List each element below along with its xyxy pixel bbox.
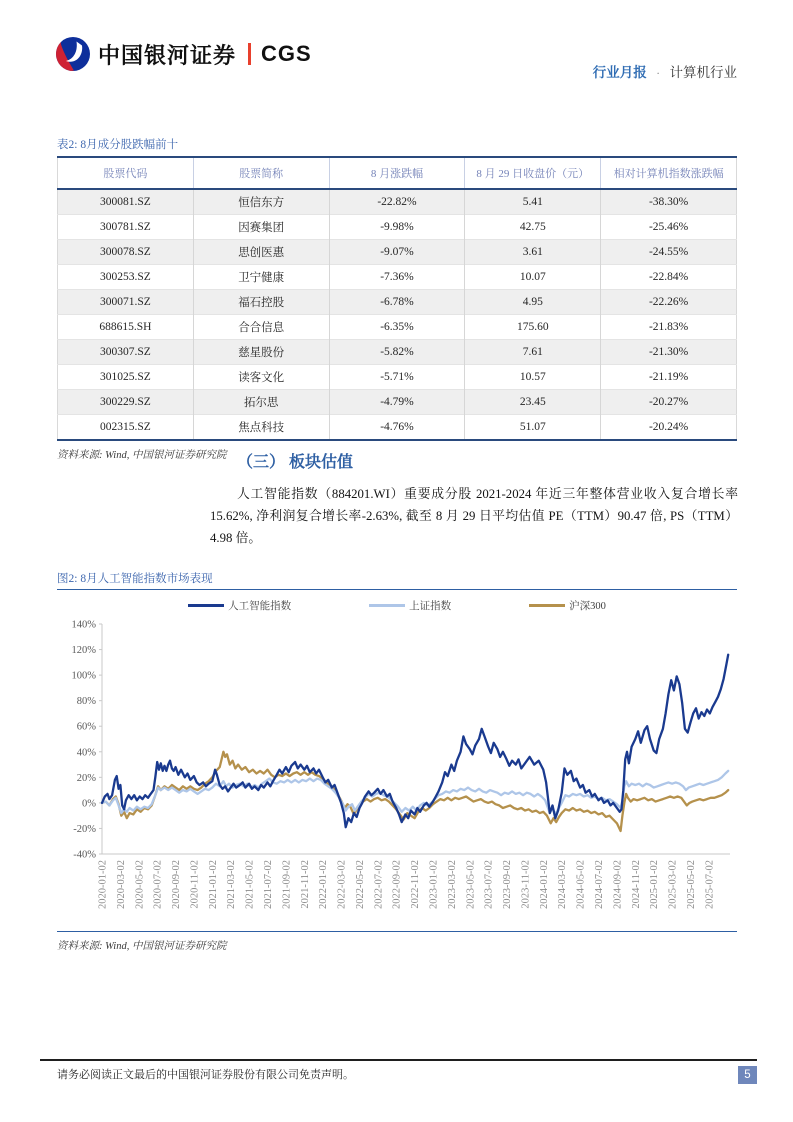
x-axis-label: 2021-05-02 <box>244 860 256 909</box>
table-row <box>58 265 737 290</box>
x-axis-label: 2020-03-02 <box>115 860 127 909</box>
table-row <box>58 390 737 415</box>
table-cell: 焦点科技 <box>193 415 329 441</box>
cgs-logo <box>55 36 312 72</box>
x-axis-label: 2024-09-02 <box>612 860 624 909</box>
y-axis-label: 100% <box>71 670 96 682</box>
column-header: 股票代码 <box>58 157 194 189</box>
table-cell: 10.07 <box>465 265 601 290</box>
table-row <box>58 189 737 215</box>
table-cell: -21.19% <box>601 365 737 390</box>
page-footer <box>40 1059 757 1083</box>
table-cell: -22.84% <box>601 265 737 290</box>
report-header-right <box>593 61 737 81</box>
table-cell: -9.07% <box>329 240 465 265</box>
x-axis-label: 2023-09-02 <box>502 860 514 909</box>
chart-title-rule <box>57 589 737 590</box>
table-row <box>58 365 737 390</box>
x-axis-label: 2022-03-02 <box>336 860 348 909</box>
table-row <box>58 240 737 265</box>
y-axis-label: -20% <box>73 823 96 835</box>
x-axis-label: 2021-11-02 <box>299 860 311 909</box>
x-axis-label: 2022-05-02 <box>355 860 366 909</box>
table-cell: 7.61 <box>465 340 601 365</box>
x-axis-label: 2020-11-02 <box>189 860 201 909</box>
y-axis-label: 20% <box>76 772 96 784</box>
table-cell: 42.75 <box>465 215 601 240</box>
chart-canvas <box>57 613 737 915</box>
section-heading: （三） 板块估值 <box>237 454 354 471</box>
x-axis-label: 2023-11-02 <box>520 860 532 909</box>
x-axis-label: 2023-03-02 <box>446 860 458 909</box>
x-axis-label: 2020-01-02 <box>97 860 109 909</box>
x-axis-label: 2024-03-02 <box>557 860 569 909</box>
table-cell: 合合信息 <box>193 315 329 340</box>
column-header: 8 月涨跌幅 <box>329 157 465 189</box>
x-axis-label: 2024-05-02 <box>575 860 587 909</box>
table-cell: 300781.SZ <box>58 215 194 240</box>
table-cell: -6.35% <box>329 315 465 340</box>
x-axis-label: 2024-11-02 <box>630 860 642 909</box>
x-axis-label: 2024-01-02 <box>538 860 550 909</box>
table-cell: -38.30% <box>601 189 737 215</box>
table-cell: -20.27% <box>601 390 737 415</box>
disclaimer-text: 请务必阅读正文最后的中国银河证券股份有限公司免责声明。 <box>57 1069 354 1081</box>
table-cell: 4.95 <box>465 290 601 315</box>
brand-name-en: CGS <box>261 41 312 66</box>
x-axis-label: 2021-01-02 <box>207 860 219 909</box>
y-axis-label: 0% <box>82 798 96 810</box>
table-cell: 301025.SZ <box>58 365 194 390</box>
legend-label: 沪深300 <box>569 600 606 612</box>
table-cell: -22.82% <box>329 189 465 215</box>
y-axis-label: 80% <box>76 696 96 708</box>
x-axis-label: 2020-09-02 <box>171 860 183 909</box>
x-axis-label: 2022-09-02 <box>391 860 403 909</box>
table-cell: 慈星股份 <box>193 340 329 365</box>
x-axis-label: 2022-01-02 <box>318 860 330 909</box>
page-number-badge: 5 <box>738 1066 757 1084</box>
table-cell: -20.24% <box>601 415 737 441</box>
table-cell: -21.30% <box>601 340 737 365</box>
table-cell: 拓尔思 <box>193 390 329 415</box>
table-source-note: 资料来源: Wind, 中国银河证券研究院 <box>57 450 227 461</box>
x-axis-label: 2022-07-02 <box>373 860 385 909</box>
table-cell: 10.57 <box>465 365 601 390</box>
y-axis-label: 120% <box>71 645 96 657</box>
table-header-row <box>58 157 737 189</box>
chart-title: 图2: 8月人工智能指数市场表现 <box>57 573 213 585</box>
industry-name: 计算机行业 <box>669 65 737 80</box>
table-cell: -9.98% <box>329 215 465 240</box>
separator-dot: · <box>656 66 661 80</box>
x-axis-label: 2021-07-02 <box>263 860 274 909</box>
x-axis-label: 2020-07-02 <box>152 860 164 909</box>
legend-item <box>529 598 606 613</box>
table-cell: -5.82% <box>329 340 465 365</box>
legend-label: 上证指数 <box>409 600 452 612</box>
table-cell: 因赛集团 <box>193 215 329 240</box>
ai-index-chart-block <box>57 572 737 953</box>
table-cell: 思创医惠 <box>193 240 329 265</box>
table-cell: 卫宁健康 <box>193 265 329 290</box>
table-cell: -25.46% <box>601 215 737 240</box>
table-cell: -7.36% <box>329 265 465 290</box>
x-axis-label: 2025-01-02 <box>649 860 661 909</box>
table-cell: 300078.SZ <box>58 240 194 265</box>
y-axis-label: 60% <box>76 721 96 733</box>
table-cell: 福石控股 <box>193 290 329 315</box>
chart-source-note: 资料来源: Wind, 中国银河证券研究院 <box>57 941 227 952</box>
table-cell: -4.79% <box>329 390 465 415</box>
column-header: 8 月 29 日收盘价（元） <box>465 157 601 189</box>
table-cell: 23.45 <box>465 390 601 415</box>
legend-item <box>369 598 451 613</box>
table-cell: 300071.SZ <box>58 290 194 315</box>
table-cell: -4.76% <box>329 415 465 441</box>
x-axis-label: 2025-05-02 <box>686 860 697 909</box>
table-cell: 300307.SZ <box>58 340 194 365</box>
table-cell: -6.78% <box>329 290 465 315</box>
body-paragraph: 人工智能指数（884201.WI）重要成分股 2021-2024 年近三年整体营业收入复合增长率 15.62%, 净利润复合增长率-2.63%, 截至 8 月 29 日平均估值 PE（TTM）90.47 倍, PS（TTM）4.98 倍。 <box>210 487 738 545</box>
legend-line-swatch <box>188 604 224 607</box>
x-axis-label: 2025-03-02 <box>667 860 679 909</box>
table-cell: 51.07 <box>465 415 601 441</box>
table-cell: 688615.SH <box>58 315 194 340</box>
series-line-上证指数 <box>102 771 728 815</box>
legend-line-swatch <box>369 604 405 607</box>
brand-divider <box>248 43 251 65</box>
table-row <box>58 340 737 365</box>
decliners-table <box>57 156 737 441</box>
table-cell: -22.26% <box>601 290 737 315</box>
legend-item <box>188 598 291 613</box>
x-axis-label: 2024-07-02 <box>594 860 605 909</box>
x-axis-label: 2023-01-02 <box>428 860 440 909</box>
table-cell: 300253.SZ <box>58 265 194 290</box>
table-row <box>58 315 737 340</box>
legend-label: 人工智能指数 <box>228 600 292 612</box>
x-axis-label: 2022-11-02 <box>410 860 422 909</box>
x-axis-label: 2025-07-02 <box>704 860 716 909</box>
x-axis-label: 2023-05-02 <box>465 860 477 909</box>
column-header: 相对计算机指数涨跌幅 <box>601 157 737 189</box>
table-row <box>58 290 737 315</box>
table-cell: 5.41 <box>465 189 601 215</box>
series-line-人工智能指数 <box>102 655 728 828</box>
table-cell: -21.83% <box>601 315 737 340</box>
table-cell: 002315.SZ <box>58 415 194 441</box>
legend-line-swatch <box>529 604 565 607</box>
table-cell: 读客文化 <box>193 365 329 390</box>
table-cell: 3.61 <box>465 240 601 265</box>
table-row <box>58 215 737 240</box>
y-axis-label: 40% <box>76 747 96 759</box>
table-cell: -5.71% <box>329 365 465 390</box>
chart-legend <box>57 598 737 612</box>
chart-bottom-rule <box>57 931 737 932</box>
galaxy-logo-icon <box>55 36 91 72</box>
decliners-table-block <box>57 136 737 462</box>
report-type: 行业月报 <box>592 65 647 80</box>
table-cell: 300081.SZ <box>58 189 194 215</box>
table-title: 表2: 8月成分股跌幅前十 <box>57 139 179 151</box>
brand-name-cn: 中国银河证券 <box>98 42 237 68</box>
table-cell: -24.55% <box>601 240 737 265</box>
table-cell: 恒信东方 <box>193 189 329 215</box>
x-axis-label: 2021-03-02 <box>226 860 238 909</box>
x-axis-label: 2021-09-02 <box>281 860 293 909</box>
table-row <box>58 415 737 441</box>
y-axis-label: 140% <box>71 619 96 631</box>
table-cell: 300229.SZ <box>58 390 194 415</box>
x-axis-label: 2020-05-02 <box>134 860 146 909</box>
column-header: 股票简称 <box>193 157 329 189</box>
table-cell: 175.60 <box>465 315 601 340</box>
x-axis-label: 2023-07-02 <box>483 860 495 909</box>
y-axis-label: -40% <box>73 849 96 861</box>
